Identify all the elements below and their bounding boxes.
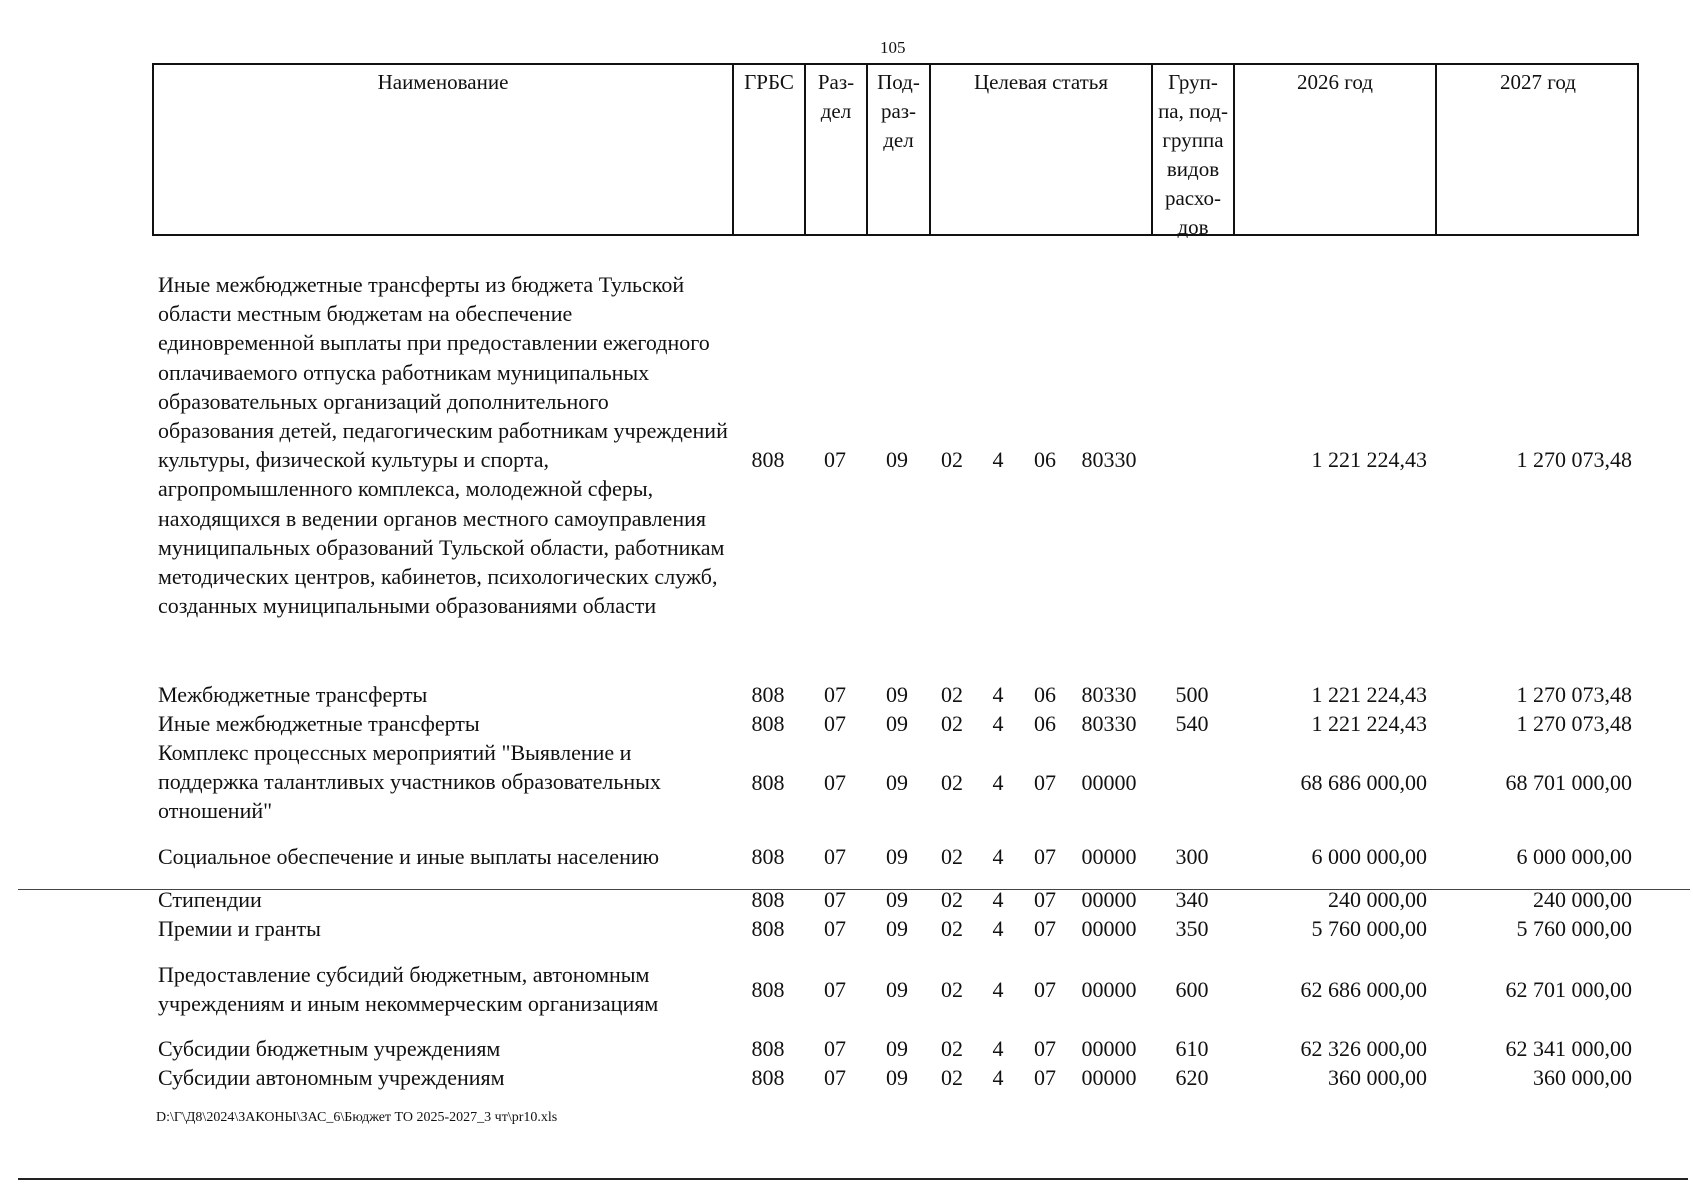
cell-group: 340	[1175, 887, 1209, 912]
cell-2027: 68 701 000,00	[1505, 770, 1632, 795]
row-name: Предоставление субсидий бюджетным, автономным учреждениям и иным некоммерческим организациям	[158, 962, 659, 1017]
cell-target-2: 4	[992, 977, 1004, 1002]
cell-razdel: 07	[824, 887, 846, 912]
cell-group: 540	[1175, 711, 1209, 736]
cell-target-4: 00000	[1081, 770, 1137, 795]
cell-2026: 360 000,00	[1328, 1065, 1427, 1090]
cell-target-3: 07	[1034, 1065, 1056, 1090]
cell-target-1: 02	[941, 711, 963, 736]
cell-target-2: 4	[992, 1036, 1004, 1061]
cell-razdel: 07	[824, 916, 846, 941]
cell-target-1: 02	[941, 977, 963, 1002]
cell-grbs: 808	[751, 977, 785, 1002]
cell-target-2: 4	[992, 770, 1004, 795]
cell-target-4: 00000	[1081, 887, 1137, 912]
row-name: Иные межбюджетные трансферты из бюджета Тульской области местным бюджетам на обеспечение единовременной выплаты при предоставлении ежегодного оплачиваемого отпуска работникам муниципальных образовательных организаций дополнительного образования детей, педагогическим работникам учреждений культуры, физической культуры и спорта, агропромышленного комплекса, молодежной сферы, находящихся в ведении органов местного самоуправления муниципальных образований Тульской области, работникам методических центров, кабинетов, психологических служб, созданных муниципальными образованиями области	[158, 272, 728, 619]
cell-grbs: 808	[751, 916, 785, 941]
cell-podrazdel: 09	[886, 770, 908, 795]
cell-2027: 5 760 000,00	[1516, 916, 1632, 941]
cell-target-3: 07	[1034, 844, 1056, 869]
cell-grbs: 808	[751, 887, 785, 912]
row-name: Межбюджетные трансферты	[158, 682, 428, 707]
cell-grbs: 808	[751, 447, 785, 472]
footer-file-path: D:\Г\Д8\2024\ЗАКОНЫ\ЗАС_6\Бюджет ТО 2025-2027_3 чт\pr10.xls	[156, 1110, 558, 1125]
page-number: 105	[880, 38, 906, 57]
cell-target-3: 06	[1034, 447, 1056, 472]
cell-target-4: 00000	[1081, 916, 1137, 941]
cell-2027: 240 000,00	[1533, 887, 1632, 912]
cell-podrazdel: 09	[886, 1036, 908, 1061]
cell-grbs: 808	[751, 770, 785, 795]
cell-target-1: 02	[941, 1065, 963, 1090]
cell-group: 620	[1175, 1065, 1209, 1090]
cell-podrazdel: 09	[886, 711, 908, 736]
cell-target-4: 80330	[1081, 682, 1137, 707]
cell-razdel: 07	[824, 682, 846, 707]
cell-target-1: 02	[941, 447, 963, 472]
cell-target-2: 4	[992, 447, 1004, 472]
cell-target-4: 80330	[1081, 447, 1137, 472]
cell-razdel: 07	[824, 711, 846, 736]
cell-2026: 1 221 224,43	[1311, 447, 1427, 472]
cell-target-1: 02	[941, 844, 963, 869]
cell-target-4: 00000	[1081, 844, 1137, 869]
cell-group: 600	[1175, 977, 1209, 1002]
cell-podrazdel: 09	[886, 447, 908, 472]
cell-target-3: 07	[1034, 1036, 1056, 1061]
header-podrazdel: Под- раз- дел	[868, 65, 931, 234]
cell-target-4: 00000	[1081, 977, 1137, 1002]
row-name: Комплекс процессных мероприятий "Выявление и поддержка талантливых участников образовательных отношений"	[158, 740, 661, 824]
cell-razdel: 07	[824, 770, 846, 795]
cell-2026: 1 221 224,43	[1311, 682, 1427, 707]
cell-target-3: 06	[1034, 682, 1056, 707]
cell-target-1: 02	[941, 770, 963, 795]
header-razdel: Раз- дел	[806, 65, 868, 234]
cell-target-1: 02	[941, 916, 963, 941]
cell-target-1: 02	[941, 1036, 963, 1061]
table-header	[152, 63, 1639, 239]
cell-target-2: 4	[992, 682, 1004, 707]
header-grbs: ГРБС	[734, 65, 806, 234]
row-name: Субсидии бюджетным учреждениям	[158, 1036, 501, 1061]
row-name: Социальное обеспечение и иные выплаты населению	[158, 844, 660, 869]
cell-2027: 62 341 000,00	[1505, 1036, 1632, 1061]
cell-grbs: 808	[751, 711, 785, 736]
cell-2026: 62 686 000,00	[1300, 977, 1427, 1002]
cell-target-3: 07	[1034, 916, 1056, 941]
cell-target-4: 80330	[1081, 711, 1137, 736]
cell-target-2: 4	[992, 916, 1004, 941]
cell-2026: 240 000,00	[1328, 887, 1427, 912]
cell-target-1: 02	[941, 682, 963, 707]
header-2026: 2026 год	[1235, 65, 1437, 234]
cell-razdel: 07	[824, 977, 846, 1002]
row-name: Стипендии	[158, 887, 262, 912]
cell-razdel: 07	[824, 447, 846, 472]
cell-podrazdel: 09	[886, 977, 908, 1002]
cell-group: 610	[1175, 1036, 1209, 1061]
cell-grbs: 808	[751, 1036, 785, 1061]
bottom-rule	[18, 1178, 1688, 1180]
cell-podrazdel: 09	[886, 916, 908, 941]
row-name: Премии и гранты	[158, 916, 321, 941]
cell-2027: 1 270 073,48	[1516, 682, 1632, 707]
cell-2026: 5 760 000,00	[1311, 916, 1427, 941]
cell-razdel: 07	[824, 1065, 846, 1090]
cell-podrazdel: 09	[886, 682, 908, 707]
cell-target-4: 00000	[1081, 1036, 1137, 1061]
cell-target-3: 07	[1034, 770, 1056, 795]
header-target-article: Целевая статья	[931, 65, 1153, 234]
cell-target-3: 07	[1034, 887, 1056, 912]
cell-2026: 6 000 000,00	[1311, 844, 1427, 869]
cell-target-3: 07	[1034, 977, 1056, 1002]
cell-group: 500	[1175, 682, 1209, 707]
cell-razdel: 07	[824, 1036, 846, 1061]
row-name: Иные межбюджетные трансферты	[158, 711, 480, 736]
cell-2026: 1 221 224,43	[1311, 711, 1427, 736]
cell-razdel: 07	[824, 844, 846, 869]
cell-podrazdel: 09	[886, 844, 908, 869]
cell-target-2: 4	[992, 711, 1004, 736]
cell-group: 350	[1175, 916, 1209, 941]
cell-target-2: 4	[992, 887, 1004, 912]
header-group: Груп- па, под- группа видов расхо- дов	[1153, 65, 1235, 234]
cell-2027: 1 270 073,48	[1516, 447, 1632, 472]
row-name: Субсидии автономным учреждениям	[158, 1065, 505, 1090]
cell-target-4: 00000	[1081, 1065, 1137, 1090]
cell-2027: 6 000 000,00	[1516, 844, 1632, 869]
cell-podrazdel: 09	[886, 887, 908, 912]
cell-target-1: 02	[941, 887, 963, 912]
cell-2027: 1 270 073,48	[1516, 711, 1632, 736]
cell-podrazdel: 09	[886, 1065, 908, 1090]
cell-2027: 62 701 000,00	[1505, 977, 1632, 1002]
cell-2026: 62 326 000,00	[1300, 1036, 1427, 1061]
cell-2026: 68 686 000,00	[1300, 770, 1427, 795]
cell-2027: 360 000,00	[1533, 1065, 1632, 1090]
cell-grbs: 808	[751, 844, 785, 869]
cell-target-2: 4	[992, 1065, 1004, 1090]
cell-grbs: 808	[751, 682, 785, 707]
cell-target-2: 4	[992, 844, 1004, 869]
cell-group: 300	[1175, 844, 1209, 869]
cell-grbs: 808	[751, 1065, 785, 1090]
header-name: Наименование	[154, 65, 734, 234]
cell-target-3: 06	[1034, 711, 1056, 736]
header-2027: 2027 год	[1500, 70, 1576, 94]
